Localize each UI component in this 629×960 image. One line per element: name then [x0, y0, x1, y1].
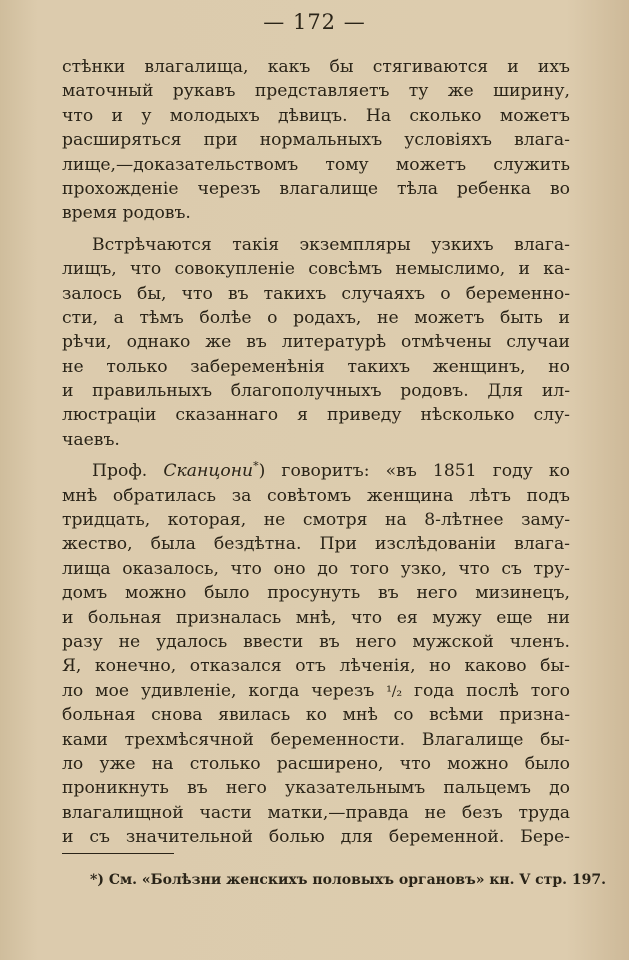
text-line: стѣнки влагалища, какъ бы стягиваются и ихъ [62, 57, 570, 77]
text-span: ) говоритъ: «въ 1851 году ко [258, 461, 571, 482]
text-line: и больная призналась мнѣ, что ея мужу еще ни [62, 607, 570, 628]
text-line: лищъ, что совокупленіе совсѣмъ немыслимо, и ка- [62, 259, 570, 280]
text-line: не только забеременѣнія такихъ женщинъ, но [62, 356, 570, 377]
text-line: залось бы, что въ такихъ случаяхъ о беременно- [62, 283, 570, 304]
footnote-divider [62, 853, 174, 854]
text-line: лище,—доказательствомъ тому можетъ служить [62, 154, 570, 175]
text-line: влагалищной части матки,—правда не безъ труда [62, 802, 570, 823]
paragraph [62, 233, 570, 453]
text-line: жество, была бездѣтна. При изслѣдованіи влага- [62, 534, 570, 555]
text-line: Я, конечно, отказался отъ лѣченія, но каково бы- [62, 656, 570, 677]
text-line: и съ значительной болью для беременной. Бере- [62, 827, 570, 848]
text-line: ками трехмѣсячной беременности. Влагалище бы- [62, 729, 570, 750]
text-line: лища оказалось, что оно до того узко, что съ тру- [62, 558, 570, 579]
text-span: Проф. [92, 461, 164, 482]
text-line: маточный рукавъ представляетъ ту же ширину, [62, 81, 570, 102]
text-line [62, 459, 570, 483]
text-line: домъ можно было просунуть въ него мизинецъ, [62, 583, 570, 604]
text-line: больная снова явилась ко мнѣ со всѣми призна- [62, 705, 570, 726]
text-line [62, 679, 570, 703]
fraction: ¹/₂ [386, 683, 403, 700]
text-line: время родовъ. [62, 203, 191, 224]
text-line: разу не удалось ввести въ него мужской членъ. [62, 631, 570, 652]
text-line: мнѣ обратилась за совѣтомъ женщина лѣтъ подъ [62, 485, 570, 506]
text-line: проникнуть въ него указательнымъ пальцемъ до [62, 778, 570, 799]
footnote-marker: * [253, 459, 259, 473]
paragraph [62, 459, 570, 849]
text-line: и правильныхъ благополучныхъ родовъ. Для ил- [62, 381, 570, 402]
footnote: *) См. «Болѣзни женскихъ половыхъ органовъ» кн. V стр. 197. [90, 872, 606, 888]
text-span: года послѣ того [402, 680, 570, 701]
text-line: что и у молодыхъ дѣвицъ. На сколько можетъ [62, 105, 570, 126]
author-name: Сканцони [163, 461, 254, 482]
text-line: тридцать, которая, не смотря на 8-лѣтнее заму- [62, 510, 570, 531]
text-span: ло мое удивленіе, когда черезъ [62, 680, 387, 701]
text-line: чаевъ. [62, 429, 120, 450]
text-line: прохожденіе черезъ влагалище тѣла ребенка во [62, 178, 570, 199]
text-line: расширяться при нормальныхъ условіяхъ влага- [62, 130, 570, 151]
body-text [62, 55, 570, 850]
text-line: ло уже на столько расширено, что можно было [62, 753, 570, 774]
paragraph [62, 55, 570, 226]
text-line: рѣчи, однако же въ литературѣ отмѣчены случаи [62, 332, 570, 353]
text-line: Встрѣчаются такія экземпляры узкихъ влага- [92, 234, 570, 255]
page-number: — 172 — [263, 10, 366, 34]
text-line: люстраціи сказаннаго я приведу нѣсколько слу- [62, 405, 570, 426]
text-line: сти, а тѣмъ болѣе о родахъ, не можетъ быть и [62, 307, 570, 328]
